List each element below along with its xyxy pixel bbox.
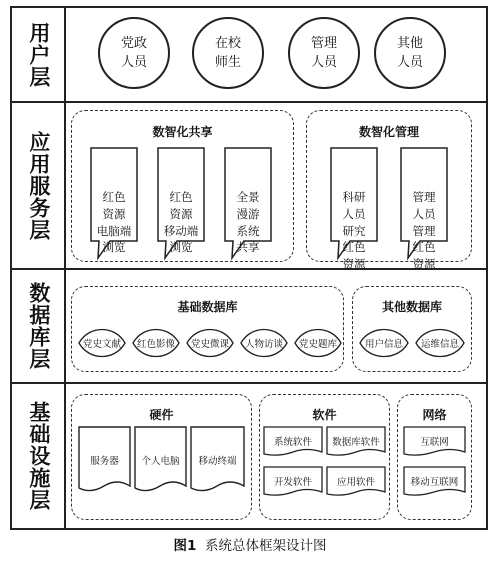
layer-divider-1 xyxy=(10,101,488,103)
app-item-note xyxy=(400,147,448,272)
db-item-label: 党史文献 xyxy=(82,339,121,350)
hardware-item-label: 个人电脑 xyxy=(141,456,180,467)
group-network xyxy=(397,394,472,520)
db-item-label: 运维信息 xyxy=(420,339,459,350)
figure-number: 图1 xyxy=(173,538,197,554)
db-item-label: 用户信息 xyxy=(364,339,403,350)
db-item xyxy=(131,328,181,358)
figure-caption xyxy=(0,534,500,554)
user-node: 其他 人员 xyxy=(374,17,446,89)
software-item xyxy=(326,426,386,456)
network-item xyxy=(403,426,466,456)
hardware-item xyxy=(190,426,245,494)
software-item-label: 开发软件 xyxy=(273,477,312,488)
group-title-network: 网络 xyxy=(422,408,447,422)
app-item-note xyxy=(90,147,138,255)
network-item-label: 互联网 xyxy=(420,437,449,448)
db-item xyxy=(358,328,410,358)
db-item-label: 党史微课 xyxy=(190,339,229,350)
hardware-item-label: 移动终端 xyxy=(198,456,237,467)
group-title-software: 软件 xyxy=(312,408,337,422)
db-item-label: 人物访谈 xyxy=(244,339,283,350)
db-item xyxy=(414,328,466,358)
group-title-other-db: 其他数据库 xyxy=(381,300,442,314)
db-item xyxy=(293,328,343,358)
user-node: 党政 人员 xyxy=(98,17,170,89)
app-item-label: 科研 人员 研究 红色 资源 xyxy=(342,190,366,272)
user-node: 管理 人员 xyxy=(288,17,360,89)
app-item-label: 管理 人员 管理 红色 资源 xyxy=(412,190,436,272)
network-item xyxy=(403,466,466,496)
db-item-label: 红色影像 xyxy=(136,339,175,350)
layer-label-infra: 基础设施层 xyxy=(26,401,51,511)
hardware-item xyxy=(134,426,187,494)
layer-label-app: 应用服务层 xyxy=(26,130,51,241)
group-title-hardware: 硬件 xyxy=(149,408,174,422)
network-item-label: 移动互联网 xyxy=(410,477,459,488)
group-title-share: 数智化共享 xyxy=(152,125,213,139)
db-item xyxy=(239,328,289,358)
group-title-base-db: 基础数据库 xyxy=(177,300,238,314)
software-item xyxy=(263,466,323,496)
db-item-label: 党史题库 xyxy=(298,339,337,350)
software-item xyxy=(326,466,386,496)
software-item-label: 数据库软件 xyxy=(332,437,380,448)
app-item-label: 全景 漫游 系统 共享 xyxy=(236,190,260,255)
software-item-label: 系统软件 xyxy=(273,437,312,448)
group-title-manage: 数智化管理 xyxy=(358,125,419,139)
hardware-item-label: 服务器 xyxy=(90,456,119,467)
app-item-note xyxy=(330,147,378,272)
figure-caption-text: 系统总体框架设计图 xyxy=(205,538,327,554)
software-item-label: 应用软件 xyxy=(336,477,375,488)
db-item xyxy=(77,328,127,358)
group-software xyxy=(259,394,390,520)
db-item xyxy=(185,328,235,358)
app-item-note xyxy=(157,147,205,255)
layer-divider-3 xyxy=(10,382,488,384)
hardware-item xyxy=(78,426,131,494)
user-node: 在校 师生 xyxy=(192,17,264,89)
app-item-note xyxy=(224,147,272,255)
app-item-label: 红色 资源 电脑端 浏览 xyxy=(96,190,132,255)
app-item-label: 红色 资源 移动端 浏览 xyxy=(163,190,199,255)
software-item xyxy=(263,426,323,456)
layer-label-user: 用户层 xyxy=(26,21,51,88)
layer-label-db: 数据库层 xyxy=(26,282,51,370)
